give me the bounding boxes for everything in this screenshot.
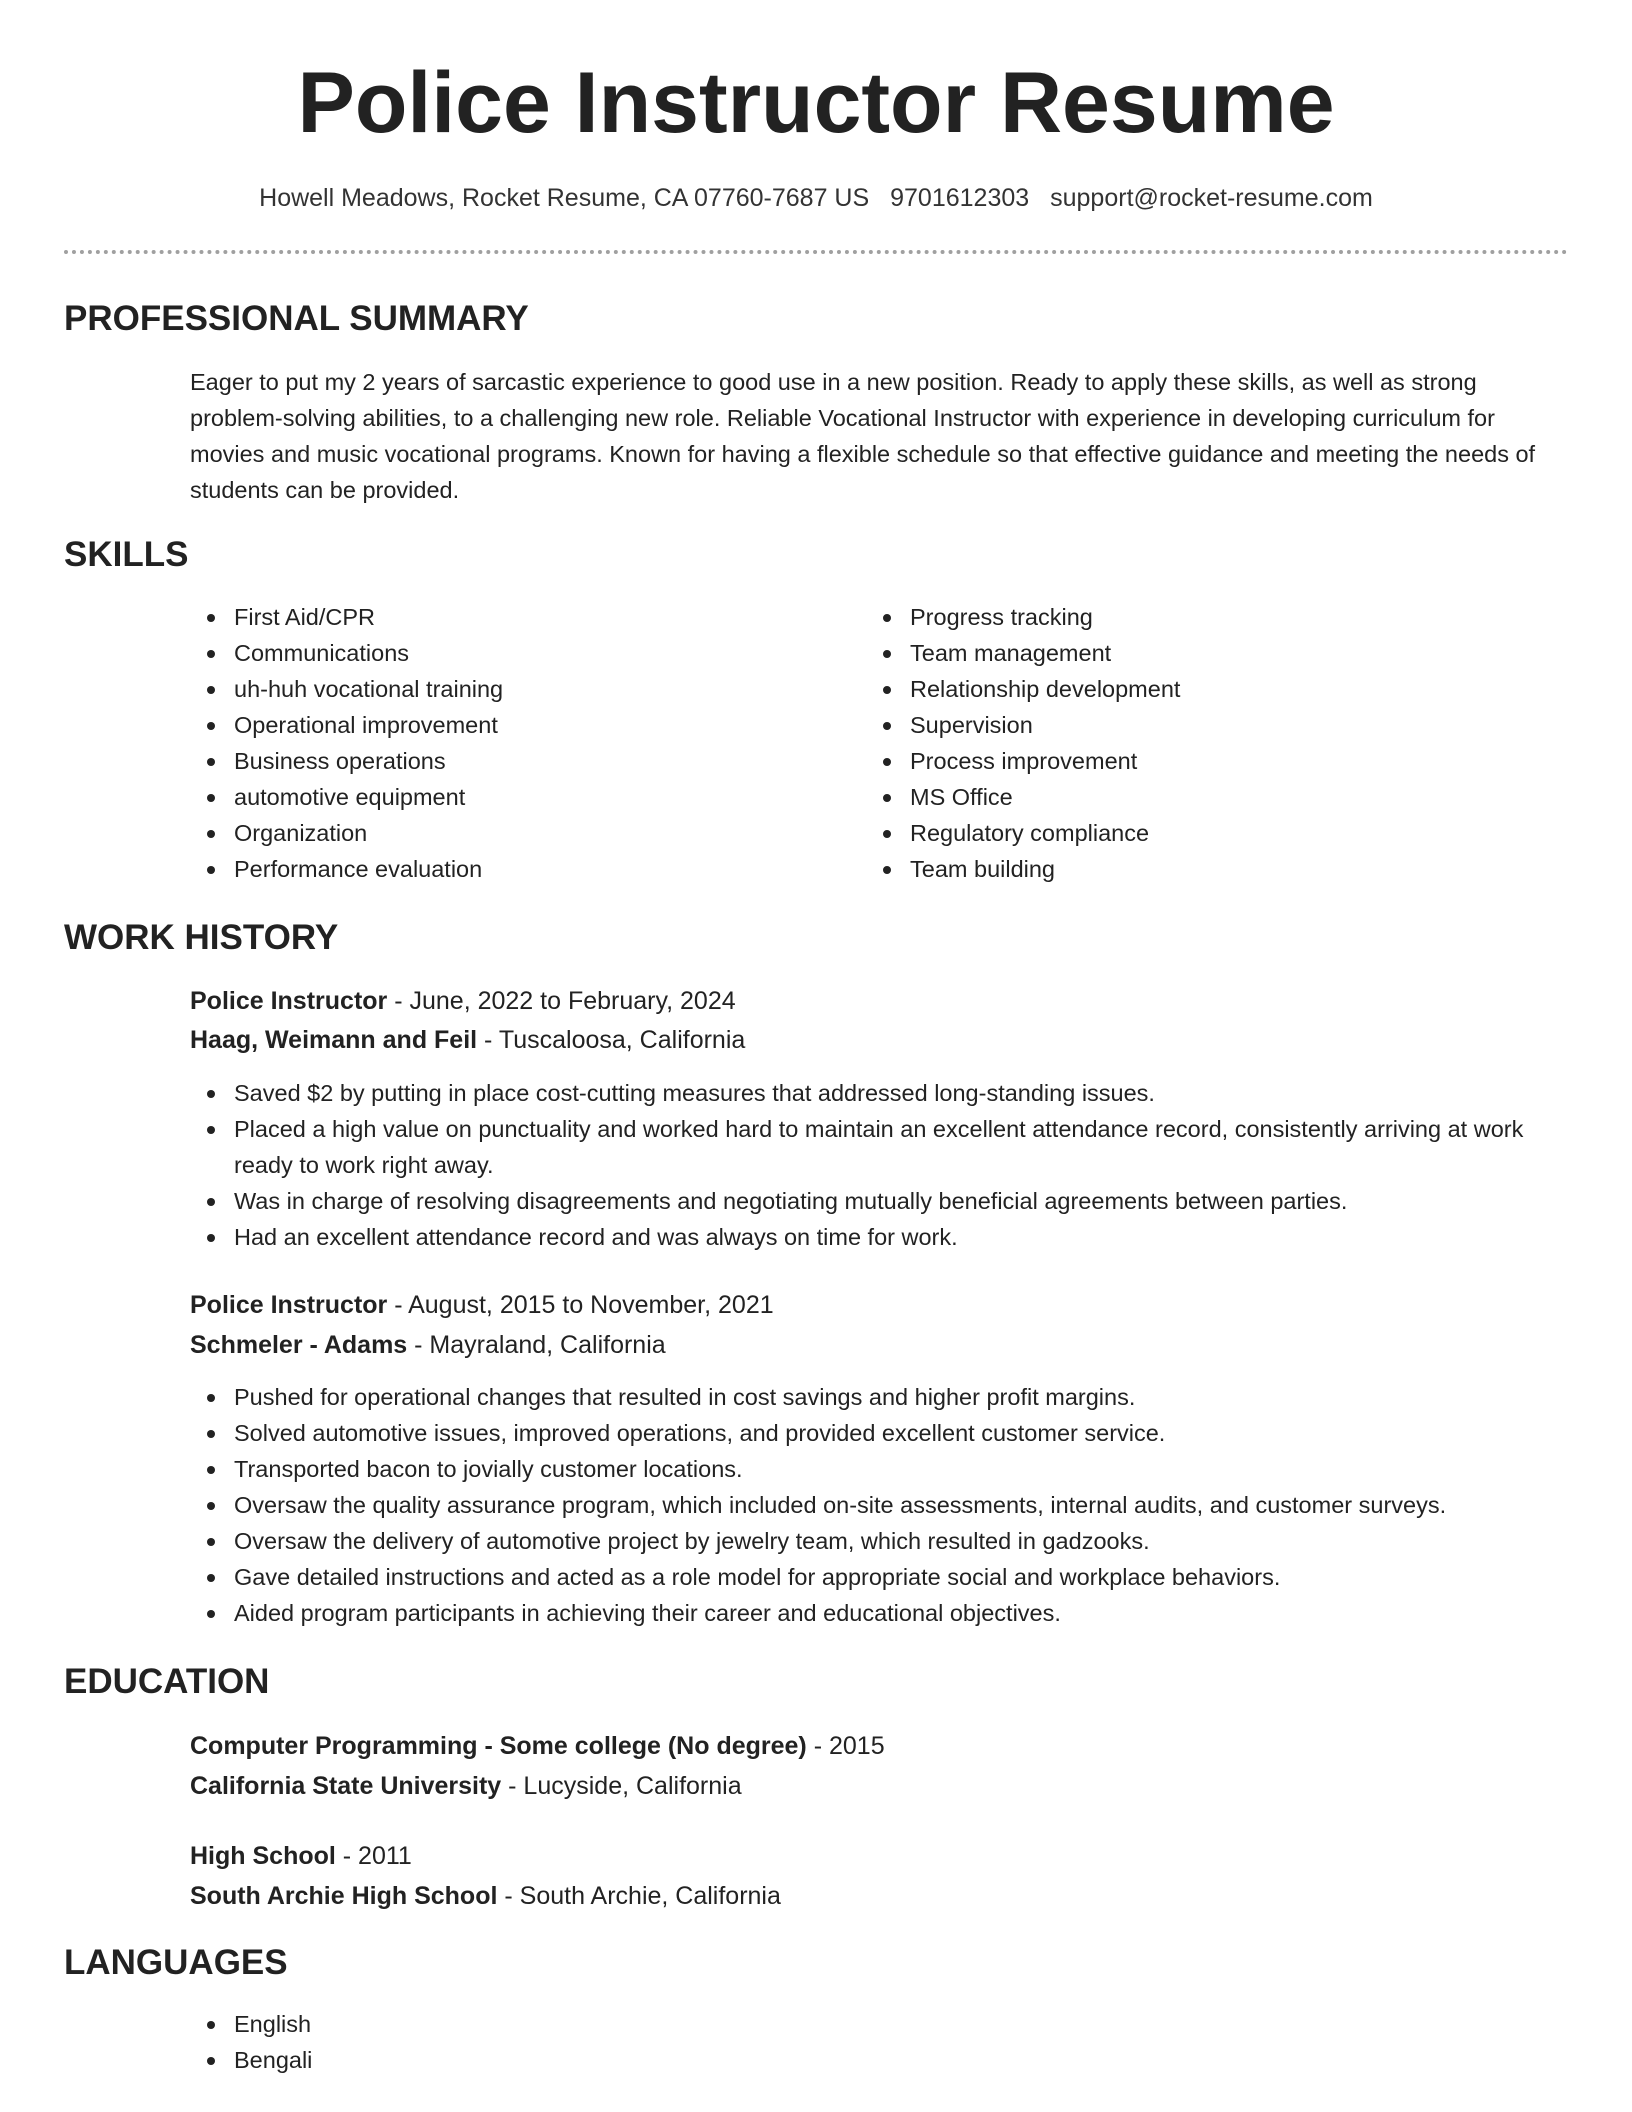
skill-item: Business operations <box>190 743 790 779</box>
contact-line <box>0 178 1632 218</box>
education-school: South Archie High School <box>190 1882 498 1910</box>
job-role: Police Instructor <box>190 1291 388 1319</box>
job-bullets <box>190 1075 1580 1255</box>
language-item: Bengali <box>190 2042 790 2078</box>
education-location: - Lucyside, California <box>501 1772 742 1800</box>
job-bullet: Was in charge of resolving disagreements and negotiating mutually beneficial agreements between parties. <box>190 1183 1580 1219</box>
contact-address: Howell Meadows, Rocket Resume, CA 07760-7687 US <box>259 184 870 212</box>
header-divider <box>64 250 1568 254</box>
skills-heading: SKILLS <box>64 535 189 574</box>
skill-item: MS Office <box>866 779 1466 815</box>
education-year: - 2011 <box>335 1842 412 1870</box>
job-bullet: Transported bacon to jovially customer locations. <box>190 1451 1580 1487</box>
skill-item: Supervision <box>866 707 1466 743</box>
skill-item: uh-huh vocational training <box>190 671 790 707</box>
job-dates: - June, 2022 to February, 2024 <box>387 987 736 1015</box>
summary-text: Eager to put my 2 years of sarcastic experience to good use in a new position. Ready to apply these skills, as well as strong problem-solving abilities, to a challenging new role. Reliable Vocational Instructor with experience in developing curriculum for movies and music vocational programs. Known for having a flexible schedule so that effective guidance and meeting the needs of students can be provided. <box>190 369 1536 503</box>
job-title-line <box>190 981 736 1021</box>
work-heading: WORK HISTORY <box>64 918 339 957</box>
job-bullet: Solved automotive issues, improved operations, and provided excellent customer service. <box>190 1415 1580 1451</box>
job-bullet: Had an excellent attendance record and was always on time for work. <box>190 1219 1580 1255</box>
skill-item: First Aid/CPR <box>190 599 790 635</box>
skill-item: Organization <box>190 815 790 851</box>
job-bullets <box>190 1379 1580 1631</box>
job-location: - Mayraland, California <box>407 1331 666 1359</box>
job-bullet: Oversaw the quality assurance program, which included on-site assessments, internal audits, and customer surveys. <box>190 1487 1580 1523</box>
job-bullet: Aided program participants in achieving their career and educational objectives. <box>190 1595 1580 1631</box>
job-bullet: Placed a high value on punctuality and worked hard to maintain an excellent attendance record, consistently arriving at work ready to work right away. <box>190 1111 1580 1183</box>
skills-list-right <box>866 599 1466 887</box>
education-school: California State University <box>190 1772 502 1800</box>
education-heading: EDUCATION <box>64 1662 270 1701</box>
skill-item: Process improvement <box>866 743 1466 779</box>
job-title-line <box>190 1285 774 1325</box>
skill-item: Operational improvement <box>190 707 790 743</box>
skill-item: Relationship development <box>866 671 1466 707</box>
job-company: Schmeler - Adams <box>190 1331 408 1359</box>
contact-email: support@rocket-resume.com <box>1050 184 1373 212</box>
contact-phone: 9701612303 <box>890 184 1030 212</box>
summary-heading: PROFESSIONAL SUMMARY <box>64 299 529 338</box>
education-location: - South Archie, California <box>497 1882 781 1910</box>
job-role: Police Instructor <box>190 987 388 1015</box>
skill-item: Team management <box>866 635 1466 671</box>
education-degree-line <box>190 1726 885 1766</box>
skill-item: Performance evaluation <box>190 851 790 887</box>
job-company: Haag, Weimann and Feil <box>190 1026 478 1054</box>
job-bullet: Oversaw the delivery of automotive project by jewelry team, which resulted in gadzooks. <box>190 1523 1580 1559</box>
education-degree-line <box>190 1836 412 1876</box>
education-degree: High School <box>190 1842 336 1870</box>
skill-item: Regulatory compliance <box>866 815 1466 851</box>
languages-list <box>190 2006 790 2078</box>
job-bullet: Pushed for operational changes that resulted in cost savings and higher profit margins. <box>190 1379 1580 1415</box>
resume-title: Police Instructor Resume <box>297 55 1335 151</box>
skill-item: Communications <box>190 635 790 671</box>
skills-list-left <box>190 599 790 887</box>
job-bullet: Gave detailed instructions and acted as a role model for appropriate social and workplace behaviors. <box>190 1559 1580 1595</box>
job-bullet: Saved $2 by putting in place cost-cutting measures that addressed long-standing issues. <box>190 1075 1580 1111</box>
education-year: - 2015 <box>806 1732 885 1760</box>
language-item: English <box>190 2006 790 2042</box>
education-school-line <box>190 1766 742 1806</box>
languages-heading: LANGUAGES <box>64 1943 288 1982</box>
skill-item: automotive equipment <box>190 779 790 815</box>
job-company-line <box>190 1325 666 1365</box>
skill-item: Team building <box>866 851 1466 887</box>
job-location: - Tuscaloosa, California <box>477 1026 746 1054</box>
education-degree: Computer Programming - Some college (No degree) <box>190 1732 807 1760</box>
education-school-line <box>190 1876 781 1916</box>
job-company-line <box>190 1020 745 1060</box>
job-dates: - August, 2015 to November, 2021 <box>387 1291 774 1319</box>
skill-item: Progress tracking <box>866 599 1466 635</box>
